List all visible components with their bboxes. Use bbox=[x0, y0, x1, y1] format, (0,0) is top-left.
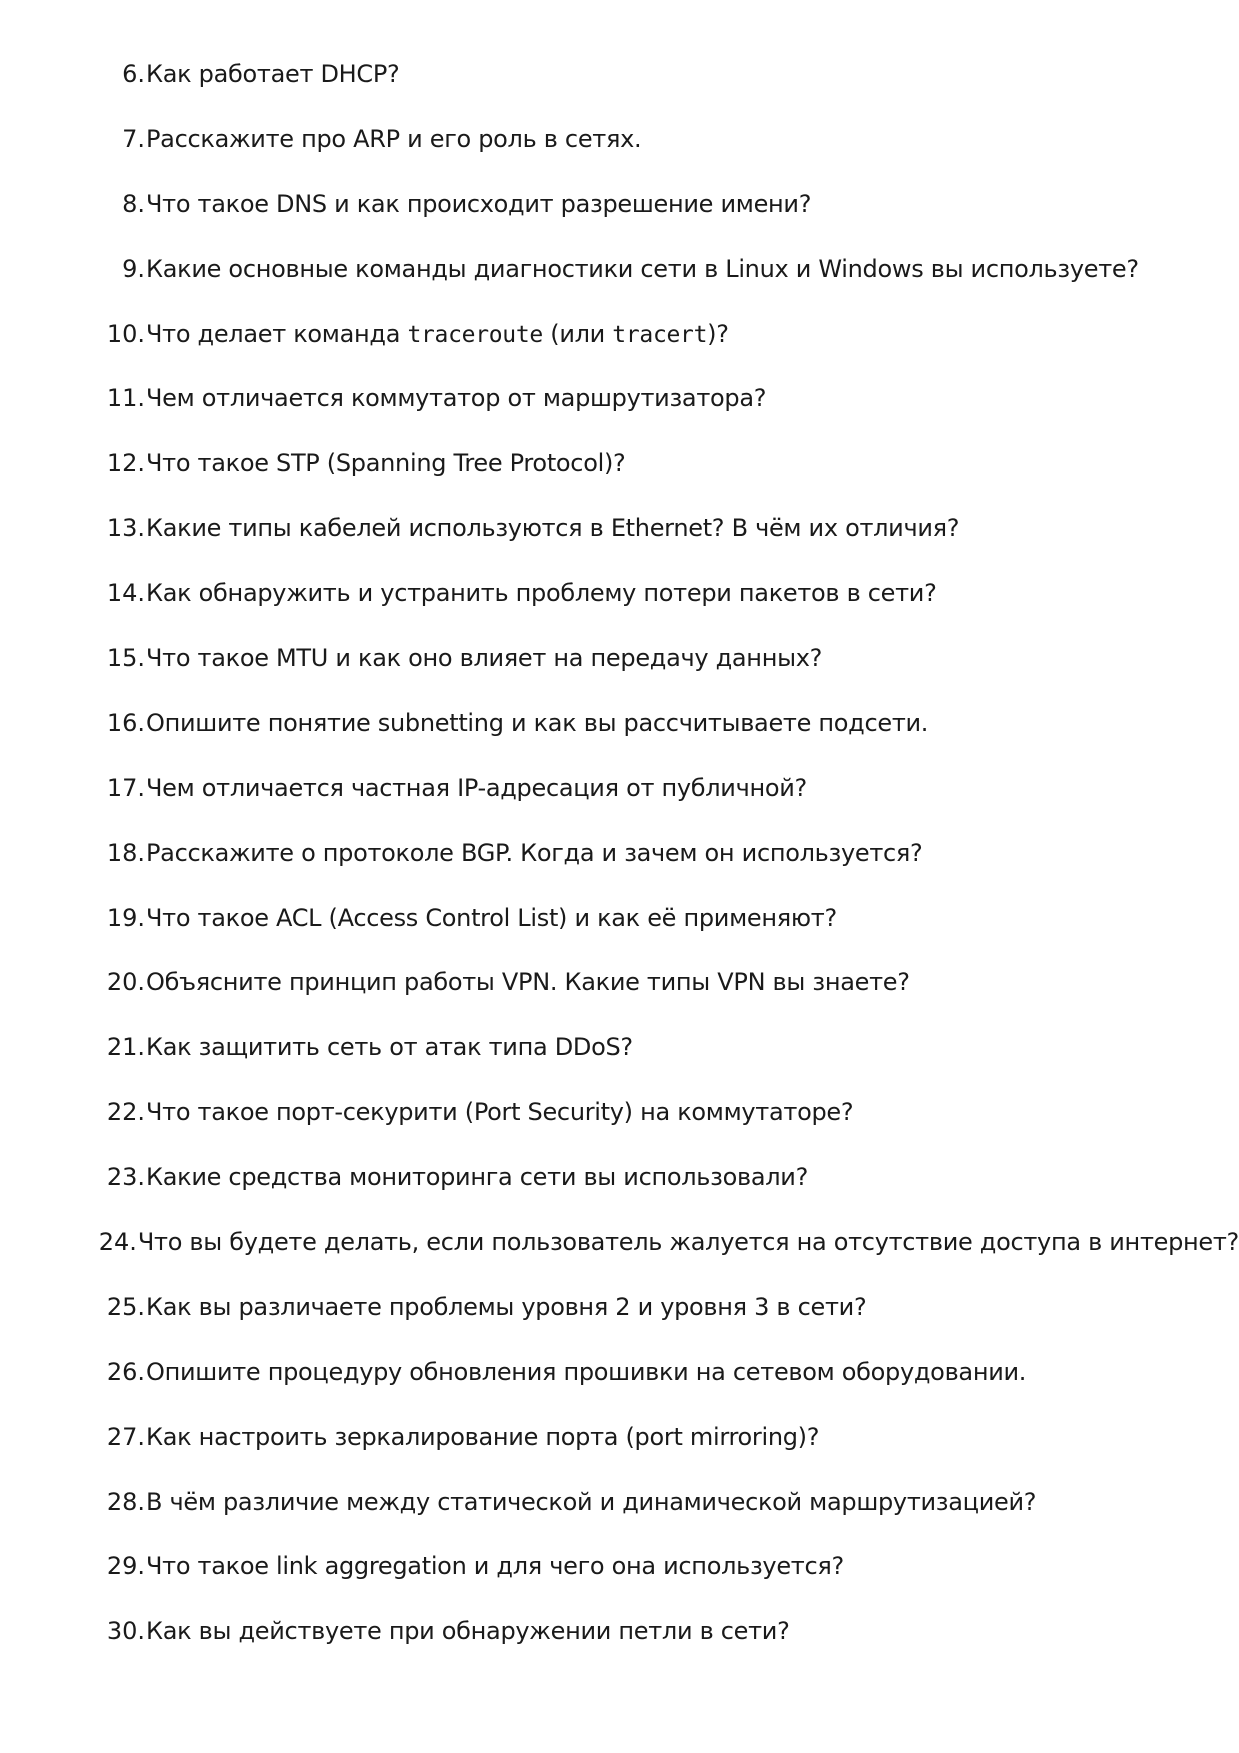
question-text: Расскажите о протоколе BGP. Когда и зачем он используется? bbox=[146, 838, 923, 867]
question-text: Что такое MTU и как оно влияет на передачу данных? bbox=[146, 644, 823, 673]
question-item bbox=[0, 1357, 1239, 1422]
question-text: Опишите понятие subnetting и как вы рассчитываете подсети. bbox=[146, 708, 929, 737]
question-number: 20. bbox=[106, 968, 145, 997]
question-item bbox=[0, 319, 1239, 384]
question-number: 25. bbox=[106, 1292, 145, 1321]
question-text: Как обнаружить и устранить проблему потери пакетов в сети? bbox=[146, 579, 937, 608]
command-code: traceroute bbox=[407, 321, 543, 348]
question-item bbox=[0, 1097, 1239, 1162]
question-item bbox=[0, 1616, 1239, 1681]
question-text: Чем отличается коммутатор от маршрутизатора? bbox=[146, 384, 767, 413]
question-number: 7. bbox=[122, 124, 145, 153]
question-text: Как настроить зеркалирование порта (port mirroring)? bbox=[146, 1422, 820, 1451]
question-item bbox=[0, 708, 1239, 773]
question-item bbox=[0, 1487, 1239, 1552]
question-text: Что такое link aggregation и для чего она используется? bbox=[146, 1552, 844, 1581]
question-text: Что такое ACL (Access Control List) и как её применяют? bbox=[146, 903, 837, 932]
question-text: Какие основные команды диагностики сети в Linux и Windows вы используете? bbox=[146, 254, 1139, 283]
question-number: 28. bbox=[106, 1487, 145, 1516]
question-item bbox=[0, 124, 1239, 189]
question-text: Что такое порт-секурити (Port Security) на коммутаторе? bbox=[146, 1098, 854, 1127]
question-number: 22. bbox=[106, 1098, 145, 1127]
question-number: 15. bbox=[106, 644, 145, 673]
command-code: tracert bbox=[612, 321, 708, 348]
question-number: 19. bbox=[106, 903, 145, 932]
question-number: 18. bbox=[106, 838, 145, 867]
question-text: Как работает DHCP? bbox=[146, 60, 400, 88]
question-text: Как вы действуете при обнаружении петли в сети? bbox=[146, 1617, 790, 1646]
question-number: 13. bbox=[106, 514, 145, 543]
question-text: Что такое DNS и как происходит разрешение имени? bbox=[146, 189, 812, 218]
question-text: Опишите процедуру обновления прошивки на сетевом оборудовании. bbox=[146, 1357, 1027, 1386]
question-text: Как вы различаете проблемы уровня 2 и уровня 3 в сети? bbox=[146, 1292, 867, 1321]
question-number: 12. bbox=[106, 449, 145, 478]
question-item bbox=[0, 838, 1239, 903]
question-item bbox=[0, 448, 1239, 513]
question-item bbox=[0, 1032, 1239, 1097]
question-item bbox=[0, 643, 1239, 708]
question-number: 30. bbox=[106, 1617, 145, 1646]
question-text bbox=[145, 319, 729, 350]
question-text-fragment: (или bbox=[542, 319, 613, 348]
question-number: 6. bbox=[122, 60, 145, 88]
question-item bbox=[0, 903, 1239, 968]
question-item bbox=[0, 189, 1239, 254]
question-number: 11. bbox=[106, 384, 145, 413]
question-item bbox=[0, 1162, 1239, 1227]
question-text: Чем отличается частная IP-адресация от публичной? bbox=[146, 773, 807, 802]
question-item bbox=[0, 59, 1239, 124]
question-item bbox=[0, 1422, 1239, 1487]
question-text: Что вы будете делать, если пользователь жалуется на отсутствие доступа в интернет? bbox=[137, 1228, 1239, 1257]
question-item bbox=[0, 1551, 1239, 1616]
question-number: 23. bbox=[106, 1163, 145, 1192]
question-number: 21. bbox=[106, 1033, 145, 1062]
question-number: 17. bbox=[106, 773, 145, 802]
question-item bbox=[0, 254, 1239, 319]
question-number: 26. bbox=[106, 1357, 145, 1386]
question-text-fragment: Что делает команда bbox=[146, 319, 408, 348]
question-text: В чём различие между статической и динамической маршрутизацией? bbox=[146, 1487, 1037, 1516]
question-text: Объясните принцип работы VPN. Какие типы VPN вы знаете? bbox=[146, 968, 910, 997]
question-text: Какие средства мониторинга сети вы использовали? bbox=[146, 1163, 809, 1192]
question-item bbox=[0, 513, 1239, 578]
question-text: Какие типы кабелей используются в Ethernet? В чём их отличия? bbox=[146, 514, 960, 543]
question-item bbox=[0, 773, 1239, 838]
question-number: 9. bbox=[122, 254, 145, 283]
question-number: 27. bbox=[106, 1422, 145, 1451]
question-text: Расскажите про ARP и его роль в сетях. bbox=[146, 124, 642, 153]
question-number: 10. bbox=[106, 319, 145, 348]
question-list bbox=[0, 59, 1239, 1681]
question-number: 29. bbox=[106, 1552, 145, 1581]
question-item bbox=[0, 383, 1239, 448]
question-item bbox=[0, 967, 1239, 1032]
question-item bbox=[0, 578, 1239, 643]
question-text-fragment: )? bbox=[707, 319, 729, 348]
question-item bbox=[0, 1292, 1239, 1357]
question-text: Как защитить сеть от атак типа DDoS? bbox=[146, 1033, 633, 1062]
question-number: 24. bbox=[98, 1228, 137, 1257]
question-number: 16. bbox=[106, 708, 145, 737]
question-number: 8. bbox=[122, 189, 145, 218]
question-number: 14. bbox=[106, 579, 145, 608]
question-item bbox=[0, 1227, 1239, 1292]
question-text: Что такое STP (Spanning Tree Protocol)? bbox=[146, 449, 626, 478]
